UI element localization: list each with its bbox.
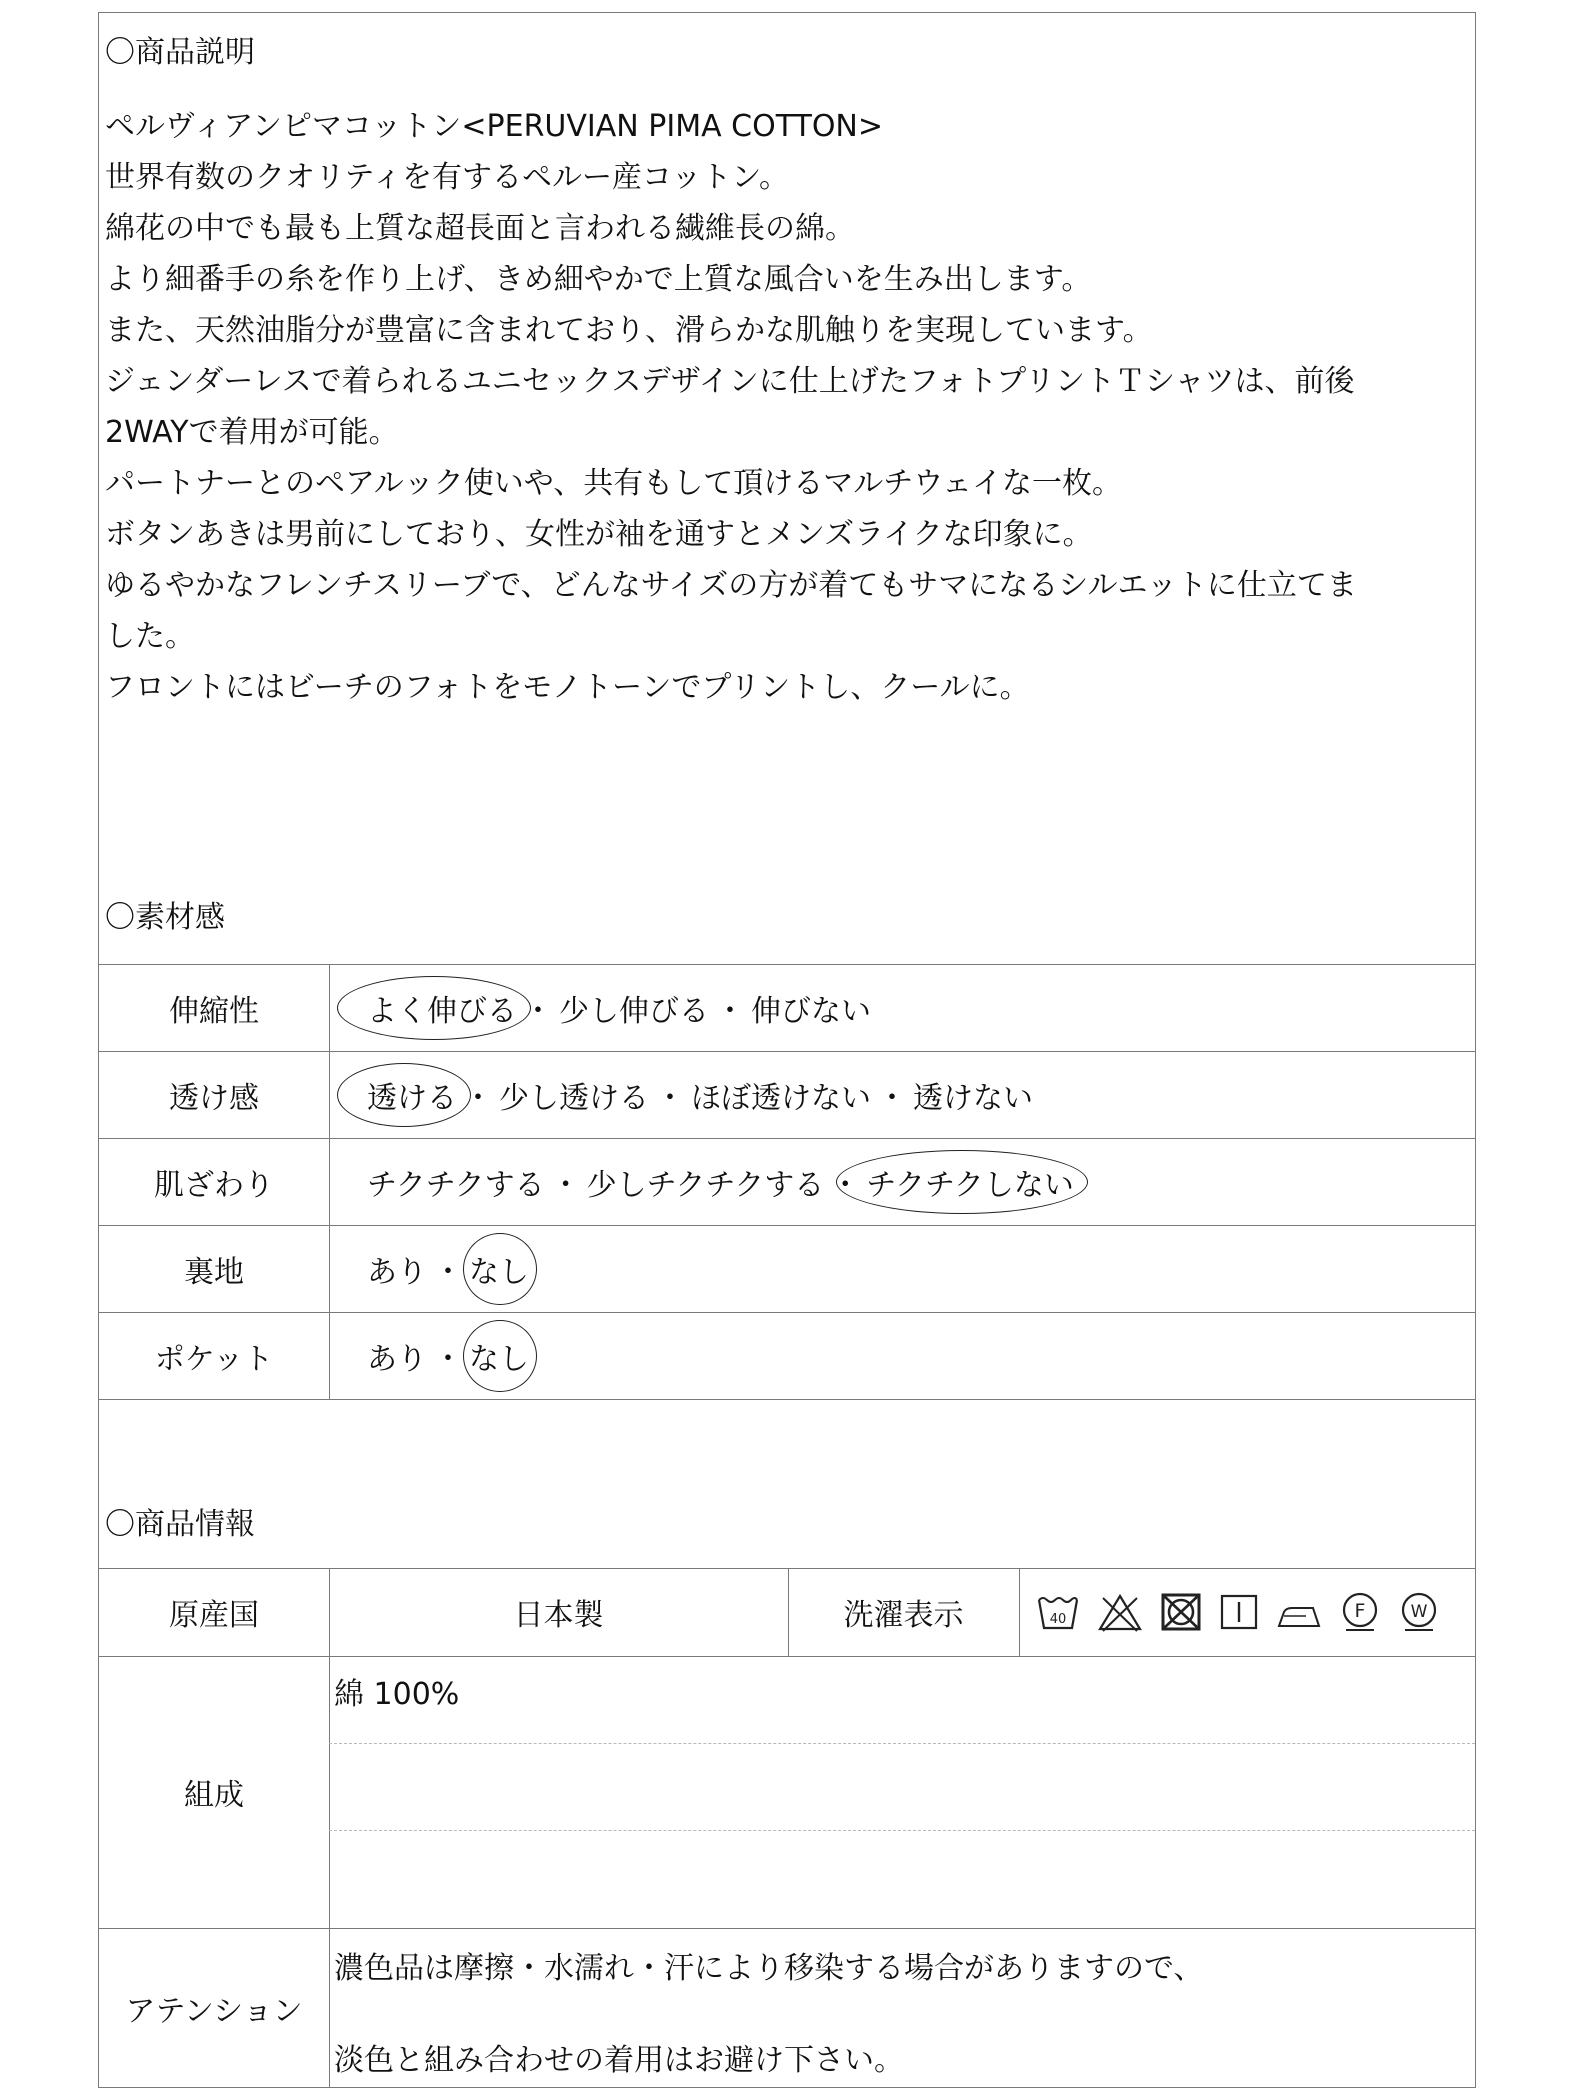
option-separator: ・ xyxy=(550,1167,581,1203)
origin-label: 原産国 xyxy=(169,1598,259,1633)
option-separator: ・ xyxy=(715,993,745,1029)
material-row-label: 透け感 xyxy=(169,1080,259,1116)
option: あり xyxy=(367,1341,427,1377)
description-line: ペルヴィアンピマコットン<PERUVIAN PIMA COTTON> xyxy=(105,109,884,144)
option-separator: ・ xyxy=(830,1167,861,1203)
selected-option: よく伸びる xyxy=(367,986,517,1030)
option-separator: ・ xyxy=(433,1254,463,1290)
material-row-options xyxy=(367,964,871,1051)
wet-clean-w-icon xyxy=(1398,1591,1440,1633)
option: 少し透ける xyxy=(499,1080,649,1116)
description-line: 綿花の中でも最も上質な超長面と言われる繊維長の綿。 xyxy=(105,211,855,246)
description-line: 2WAYで着用が可能。 xyxy=(105,415,399,450)
origin-value: 日本製 xyxy=(513,1598,604,1633)
material-row-options xyxy=(367,1138,1074,1225)
description-heading: 〇商品説明 xyxy=(105,35,255,70)
selected-option: 透ける xyxy=(367,1073,457,1117)
material-row-options xyxy=(367,1051,1033,1138)
selected-option: チクチクしない xyxy=(866,1160,1074,1204)
svg-text:W: W xyxy=(1410,1602,1428,1622)
svg-text:F: F xyxy=(1354,1600,1366,1622)
option: 伸びない xyxy=(751,993,871,1029)
material-row-label: 肌ざわり xyxy=(154,1167,274,1203)
wash-40-icon xyxy=(1036,1592,1080,1632)
composition-row: 綿 100% xyxy=(334,1677,460,1712)
material-row-label: 伸縮性 xyxy=(169,993,259,1029)
material-row-label: ポケット xyxy=(154,1341,274,1377)
option-separator: ・ xyxy=(523,993,553,1029)
care-symbols xyxy=(1036,1587,1457,1637)
description-line: ジェンダーレスで着られるユニセックスデザインに仕上げたフォトプリントＴシャツは、前後 xyxy=(105,364,1355,399)
care-label: 洗濯表示 xyxy=(843,1598,964,1633)
description-body xyxy=(105,101,1357,713)
description-line: ボタンあきは男前にしており、女性が袖を通すとメンズライクな印象に。 xyxy=(105,517,1093,552)
description-line: 世界有数のクオリティを有するペルー産コットン。 xyxy=(105,160,789,195)
no-bleach-icon xyxy=(1097,1592,1143,1632)
description-line: より細番手の糸を作り上げ、きめ細やかで上質な風合いを生み出します。 xyxy=(105,262,1092,297)
material-heading: 〇素材感 xyxy=(105,900,225,935)
composition-label: 組成 xyxy=(184,1778,244,1813)
option: 透けない xyxy=(913,1080,1033,1116)
product-info-sheet xyxy=(98,12,1476,2088)
description-line: また、天然油脂分が豊富に含まれており、滑らかな肌触りを実現しています。 xyxy=(105,313,1153,348)
description-line: ゆるやかなフレンチスリーブで、どんなサイズの方が着てもサマになるシルエットに仕立てま xyxy=(105,568,1357,603)
material-row-options xyxy=(367,1225,529,1312)
hang-dry-icon xyxy=(1219,1592,1259,1632)
option-separator: ・ xyxy=(877,1080,907,1116)
option: 少しチクチクする xyxy=(586,1167,825,1203)
option-separator: ・ xyxy=(463,1080,493,1116)
info-heading: 〇商品情報 xyxy=(105,1507,255,1542)
material-row-options xyxy=(367,1312,529,1399)
attention-label: アテンション xyxy=(125,1994,303,2029)
selected-option: なし xyxy=(469,1334,529,1378)
option: ほぼ透けない xyxy=(691,1080,871,1116)
dry-clean-f-icon xyxy=(1339,1591,1381,1633)
description-line: フロントにはビーチのフォトをモノトーンでプリントし、クールに。 xyxy=(105,670,1030,705)
description-line: パートナーとのペアルック使いや、共有もして頂けるマルチウェイな一枚。 xyxy=(105,466,1122,501)
material-row-label: 裏地 xyxy=(184,1254,244,1290)
option: あり xyxy=(367,1254,427,1290)
selected-option: なし xyxy=(469,1247,529,1291)
svg-text:40: 40 xyxy=(1049,1612,1067,1627)
option-separator: ・ xyxy=(433,1341,463,1377)
option-separator: ・ xyxy=(655,1080,685,1116)
attention-line: 濃色品は摩擦・水濡れ・汗により移染する場合がありますので、 xyxy=(334,1951,1204,1986)
no-tumble-dry-icon xyxy=(1160,1592,1202,1632)
option: チクチクする xyxy=(367,1167,545,1203)
option: 少し伸びる xyxy=(559,993,709,1029)
attention-line: 淡色と組み合わせの着用はお避け下さい。 xyxy=(334,2043,904,2078)
description-line: した。 xyxy=(105,619,195,654)
iron-low-icon xyxy=(1276,1592,1322,1632)
